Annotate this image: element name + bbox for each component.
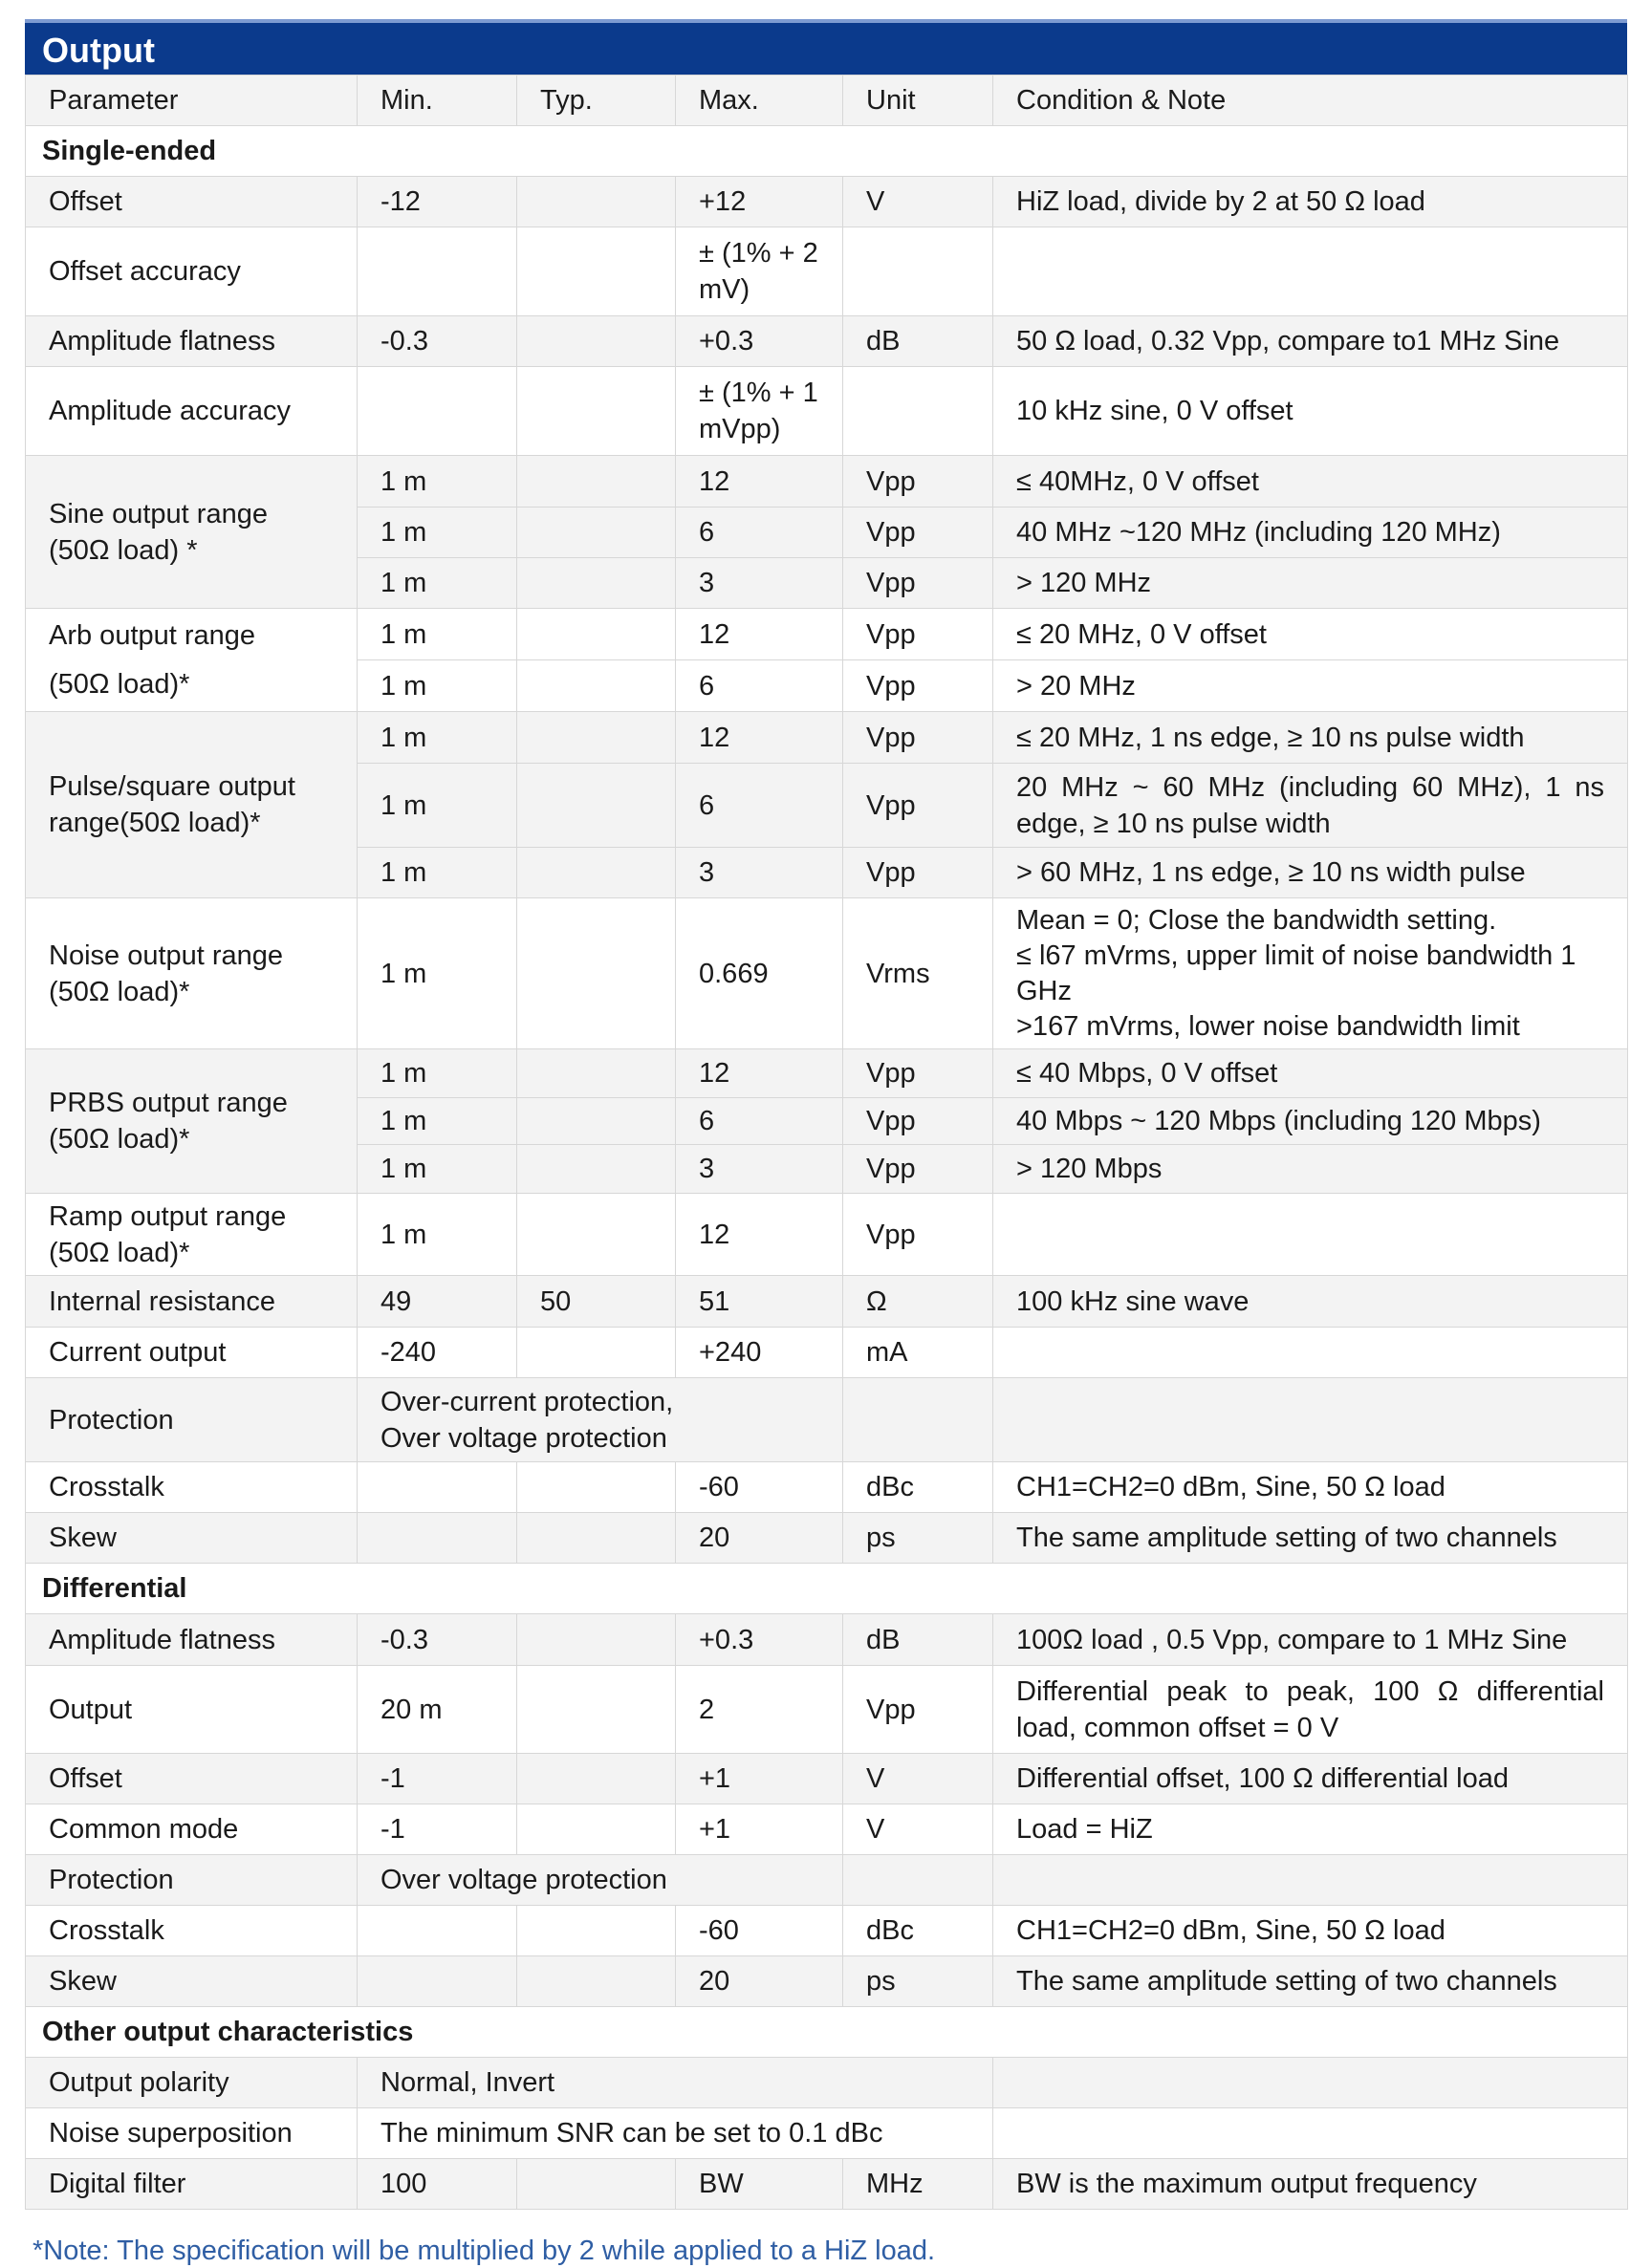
unit-cell: Ω: [843, 1276, 993, 1328]
param-cell: [26, 456, 358, 609]
max-cell: BW: [676, 2159, 843, 2210]
unit-cell: Vpp: [843, 848, 993, 898]
param-cell: Protection: [26, 1855, 358, 1906]
min-cell: [358, 1906, 517, 1956]
note-cell: 50 Ω load, 0.32 Vpp, compare to1 MHz Sine: [993, 316, 1628, 367]
param-cell: Offset: [26, 177, 358, 227]
col-note: Condition & Note: [993, 76, 1628, 126]
min-cell: [358, 367, 517, 456]
table-row: [26, 1754, 1628, 1804]
table-row: [26, 177, 1628, 227]
table-row: [26, 1956, 1628, 2007]
param-cell: Common mode: [26, 1804, 358, 1855]
max-cell: 6: [676, 660, 843, 712]
min-cell: 1 m: [358, 848, 517, 898]
min-cell: 20 m: [358, 1666, 517, 1754]
min-cell: -0.3: [358, 316, 517, 367]
min-cell: 1 m: [358, 1194, 517, 1276]
param-cell: Offset accuracy: [26, 227, 358, 316]
typ-cell: [517, 177, 676, 227]
unit-cell: Vpp: [843, 1049, 993, 1098]
unit-cell: dBc: [843, 1462, 993, 1513]
param-cell: Internal resistance: [26, 1276, 358, 1328]
typ-cell: [517, 1513, 676, 1564]
unit-cell: [843, 1378, 993, 1462]
max-cell: +0.3: [676, 1614, 843, 1666]
unit-cell: Vpp: [843, 764, 993, 848]
value-line: Over-current protection,: [380, 1386, 674, 1417]
min-cell: -0.3: [358, 1614, 517, 1666]
col-typ: Typ.: [517, 76, 676, 126]
typ-cell: [517, 558, 676, 609]
typ-cell: [517, 609, 676, 660]
min-cell: 1 m: [358, 1049, 517, 1098]
table-row: [26, 456, 1628, 508]
typ-cell: [517, 1804, 676, 1855]
max-cell: [676, 367, 843, 456]
typ-cell: [517, 1754, 676, 1804]
unit-cell: Vpp: [843, 508, 993, 558]
note-cell: 100 kHz sine wave: [993, 1276, 1628, 1328]
unit-cell: V: [843, 177, 993, 227]
param-cell: Crosstalk: [26, 1906, 358, 1956]
unit-cell: dB: [843, 1614, 993, 1666]
unit-cell: V: [843, 1754, 993, 1804]
output-spec-table: [25, 75, 1628, 2210]
section-row: [26, 2007, 1628, 2058]
note-cell: [993, 1328, 1628, 1378]
unit-cell: V: [843, 1804, 993, 1855]
min-cell: 1 m: [358, 660, 517, 712]
max-cell: 3: [676, 558, 843, 609]
note-cell: 40 MHz ~120 MHz (including 120 MHz): [993, 508, 1628, 558]
value-cell: [358, 1378, 843, 1462]
param-cell: [26, 609, 358, 712]
typ-cell: [517, 1666, 676, 1754]
typ-cell: [517, 1906, 676, 1956]
max-cell: 51: [676, 1276, 843, 1328]
note-line: edge, ≥ 10 ns pulse width: [1016, 808, 1331, 839]
unit-cell: Vpp: [843, 558, 993, 609]
col-min: Min.: [358, 76, 517, 126]
note-cell: Load = HiZ: [993, 1804, 1628, 1855]
param-cell: Skew: [26, 1956, 358, 2007]
section-row: [26, 126, 1628, 177]
note-line: 20 MHz ~ 60 MHz (including 60 MHz), 1 ns: [1016, 771, 1604, 803]
max-cell: 2: [676, 1666, 843, 1754]
max-cell: +1: [676, 1804, 843, 1855]
typ-cell: [517, 1049, 676, 1098]
unit-cell: dB: [843, 316, 993, 367]
value-cell: The minimum SNR can be set to 0.1 dBc: [358, 2108, 993, 2159]
table-row: [26, 1462, 1628, 1513]
max-cell: [676, 227, 843, 316]
unit-cell: mA: [843, 1328, 993, 1378]
note-cell: ≤ 40 Mbps, 0 V offset: [993, 1049, 1628, 1098]
typ-cell: [517, 1956, 676, 2007]
param-cell: Crosstalk: [26, 1462, 358, 1513]
max-cell: 12: [676, 1194, 843, 1276]
note-cell: CH1=CH2=0 dBm, Sine, 50 Ω load: [993, 1462, 1628, 1513]
note-line: ≤ l67 mVrms, upper limit of noise bandwidth 1: [1016, 940, 1576, 971]
param-line: Pulse/square output: [49, 771, 295, 802]
typ-cell: 50: [517, 1276, 676, 1328]
param-line: (50Ω load)*: [49, 668, 190, 700]
param-cell: Output polarity: [26, 2058, 358, 2108]
note-cell: ≤ 20 MHz, 1 ns edge, ≥ 10 ns pulse width: [993, 712, 1628, 764]
min-cell: -1: [358, 1754, 517, 1804]
param-line: (50Ω load)*: [49, 1124, 190, 1155]
typ-cell: [517, 848, 676, 898]
max-cell: +1: [676, 1754, 843, 1804]
max-cell: -60: [676, 1462, 843, 1513]
param-cell: [26, 1049, 358, 1194]
min-cell: 1 m: [358, 898, 517, 1049]
table-row: [26, 1378, 1628, 1462]
param-cell: Amplitude accuracy: [26, 367, 358, 456]
min-cell: [358, 227, 517, 316]
unit-cell: Vpp: [843, 1145, 993, 1194]
typ-cell: [517, 764, 676, 848]
table-row: [26, 1328, 1628, 1378]
max-cell: 0.669: [676, 898, 843, 1049]
max-cell: 12: [676, 1049, 843, 1098]
unit-cell: Vpp: [843, 1194, 993, 1276]
min-cell: -240: [358, 1328, 517, 1378]
unit-cell: [843, 1855, 993, 1906]
table-row: [26, 1855, 1628, 1906]
note-cell: Differential offset, 100 Ω differential load: [993, 1754, 1628, 1804]
table-row: [26, 1049, 1628, 1098]
typ-cell: [517, 1145, 676, 1194]
param-cell: Noise superposition: [26, 2108, 358, 2159]
param-cell: [26, 1194, 358, 1276]
typ-cell: [517, 898, 676, 1049]
param-line: (50Ω load)*: [49, 1237, 190, 1268]
note-line: >167 mVrms, lower noise bandwidth limit: [1016, 1010, 1520, 1042]
param-cell: Skew: [26, 1513, 358, 1564]
note-cell: > 120 MHz: [993, 558, 1628, 609]
note-cell: BW is the maximum output frequency: [993, 2159, 1628, 2210]
table-row: [26, 1614, 1628, 1666]
max-line: mV): [699, 274, 750, 305]
min-cell: 1 m: [358, 558, 517, 609]
min-cell: [358, 1462, 517, 1513]
footnote: *Note: The specification will be multiplied by 2 while applied to a HiZ load.: [33, 2236, 936, 2266]
note-cell: [993, 1666, 1628, 1754]
param-cell: Offset: [26, 1754, 358, 1804]
max-cell: 20: [676, 1956, 843, 2007]
unit-cell: Vpp: [843, 660, 993, 712]
max-cell: 12: [676, 456, 843, 508]
note-line: Mean = 0; Close the bandwidth setting.: [1016, 904, 1497, 936]
param-line: PRBS output range: [49, 1088, 288, 1118]
unit-cell: Vpp: [843, 1098, 993, 1145]
typ-cell: [517, 367, 676, 456]
unit-cell: dBc: [843, 1906, 993, 1956]
note-cell: [993, 1378, 1628, 1462]
note-cell: > 120 Mbps: [993, 1145, 1628, 1194]
param-cell: [26, 712, 358, 898]
table-row: [26, 227, 1628, 316]
param-cell: Digital filter: [26, 2159, 358, 2210]
unit-cell: ps: [843, 1956, 993, 2007]
min-cell: -12: [358, 177, 517, 227]
note-cell: [993, 2108, 1628, 2159]
max-line: ± (1% + 2: [699, 238, 818, 269]
min-cell: 1 m: [358, 1145, 517, 1194]
col-unit: Unit: [843, 76, 993, 126]
max-cell: 12: [676, 712, 843, 764]
param-cell: Amplitude flatness: [26, 1614, 358, 1666]
unit-cell: Vpp: [843, 456, 993, 508]
typ-cell: [517, 1614, 676, 1666]
min-cell: [358, 1513, 517, 1564]
note-cell: ≤ 40MHz, 0 V offset: [993, 456, 1628, 508]
note-cell: 40 Mbps ~ 120 Mbps (including 120 Mbps): [993, 1098, 1628, 1145]
table-row: [26, 712, 1628, 764]
typ-cell: [517, 1328, 676, 1378]
note-cell: 10 kHz sine, 0 V offset: [993, 367, 1628, 456]
max-cell: -60: [676, 1906, 843, 1956]
typ-cell: [517, 227, 676, 316]
unit-cell: [843, 227, 993, 316]
table-row: [26, 898, 1628, 1049]
unit-cell: Vpp: [843, 1666, 993, 1754]
note-line: GHz: [1016, 975, 1072, 1006]
max-cell: +240: [676, 1328, 843, 1378]
max-cell: 3: [676, 848, 843, 898]
min-cell: 1 m: [358, 609, 517, 660]
max-cell: +12: [676, 177, 843, 227]
min-cell: 1 m: [358, 508, 517, 558]
note-cell: [993, 764, 1628, 848]
typ-cell: [517, 2159, 676, 2210]
note-line: Differential peak to peak, 100 Ω differential: [1016, 1675, 1604, 1707]
note-cell: [993, 1194, 1628, 1276]
section-single-ended: Single-ended: [26, 126, 1628, 177]
typ-cell: [517, 1462, 676, 1513]
param-line: (50Ω load) *: [49, 534, 198, 566]
unit-cell: Vpp: [843, 712, 993, 764]
typ-cell: [517, 508, 676, 558]
note-cell: [993, 227, 1628, 316]
param-cell: [26, 898, 358, 1049]
note-cell: The same amplitude setting of two channels: [993, 1956, 1628, 2007]
table-row: [26, 609, 1628, 660]
min-cell: 1 m: [358, 712, 517, 764]
param-line: Arb output range: [49, 619, 256, 651]
max-cell: 20: [676, 1513, 843, 1564]
note-cell: The same amplitude setting of two channels: [993, 1513, 1628, 1564]
min-cell: [358, 1956, 517, 2007]
note-cell: 100Ω load , 0.5 Vpp, compare to 1 MHz Sine: [993, 1614, 1628, 1666]
table-row: [26, 2159, 1628, 2210]
note-cell: > 20 MHz: [993, 660, 1628, 712]
max-cell: 6: [676, 1098, 843, 1145]
unit-cell: Vpp: [843, 609, 993, 660]
max-cell: 6: [676, 508, 843, 558]
col-max: Max.: [676, 76, 843, 126]
param-cell: Protection: [26, 1378, 358, 1462]
param-line: Sine output range: [49, 498, 268, 529]
param-cell: Amplitude flatness: [26, 316, 358, 367]
col-parameter: Parameter: [26, 76, 358, 126]
table-row: [26, 1906, 1628, 1956]
min-cell: 1 m: [358, 764, 517, 848]
table-row: [26, 1276, 1628, 1328]
section-row: [26, 1564, 1628, 1614]
unit-cell: MHz: [843, 2159, 993, 2210]
typ-cell: [517, 1194, 676, 1276]
param-line: Ramp output range: [49, 1200, 287, 1232]
param-line: range(50Ω load)*: [49, 808, 261, 838]
min-cell: 1 m: [358, 456, 517, 508]
min-cell: 1 m: [358, 1098, 517, 1145]
value-cell: Over voltage protection: [358, 1855, 843, 1906]
table-row: [26, 1804, 1628, 1855]
table-title: Output: [25, 19, 1627, 75]
max-cell: 12: [676, 609, 843, 660]
unit-cell: [843, 367, 993, 456]
table-row: [26, 2108, 1628, 2159]
note-cell: [993, 1855, 1628, 1906]
value-cell: Normal, Invert: [358, 2058, 993, 2108]
param-line: Noise output range: [49, 940, 284, 971]
param-cell: Current output: [26, 1328, 358, 1378]
note-cell: [993, 2058, 1628, 2108]
unit-cell: Vrms: [843, 898, 993, 1049]
typ-cell: [517, 316, 676, 367]
table-row: [26, 2058, 1628, 2108]
section-other: Other output characteristics: [26, 2007, 1628, 2058]
unit-cell: ps: [843, 1513, 993, 1564]
param-line: (50Ω load)*: [49, 976, 190, 1007]
max-cell: 3: [676, 1145, 843, 1194]
note-line: load, common offset = 0 V: [1016, 1712, 1339, 1743]
table-row: [26, 1194, 1628, 1276]
table-row: [26, 367, 1628, 456]
max-line: mVpp): [699, 414, 781, 444]
min-cell: 49: [358, 1276, 517, 1328]
note-cell: CH1=CH2=0 dBm, Sine, 50 Ω load: [993, 1906, 1628, 1956]
typ-cell: [517, 1098, 676, 1145]
table-row: [26, 1666, 1628, 1754]
note-cell: > 60 MHz, 1 ns edge, ≥ 10 ns width pulse: [993, 848, 1628, 898]
param-cell: Output: [26, 1666, 358, 1754]
table-row: [26, 316, 1628, 367]
typ-cell: [517, 456, 676, 508]
section-differential: Differential: [26, 1564, 1628, 1614]
max-line: ± (1% + 1: [699, 378, 818, 408]
max-cell: 6: [676, 764, 843, 848]
spec-table-container: [25, 19, 1627, 2210]
value-line: Over voltage protection: [380, 1422, 667, 1454]
typ-cell: [517, 712, 676, 764]
note-cell: HiZ load, divide by 2 at 50 Ω load: [993, 177, 1628, 227]
note-cell: ≤ 20 MHz, 0 V offset: [993, 609, 1628, 660]
column-header-row: [26, 76, 1628, 126]
note-cell: [993, 898, 1628, 1049]
min-cell: -1: [358, 1804, 517, 1855]
table-row: [26, 1513, 1628, 1564]
typ-cell: [517, 660, 676, 712]
max-cell: +0.3: [676, 316, 843, 367]
min-cell: 100: [358, 2159, 517, 2210]
